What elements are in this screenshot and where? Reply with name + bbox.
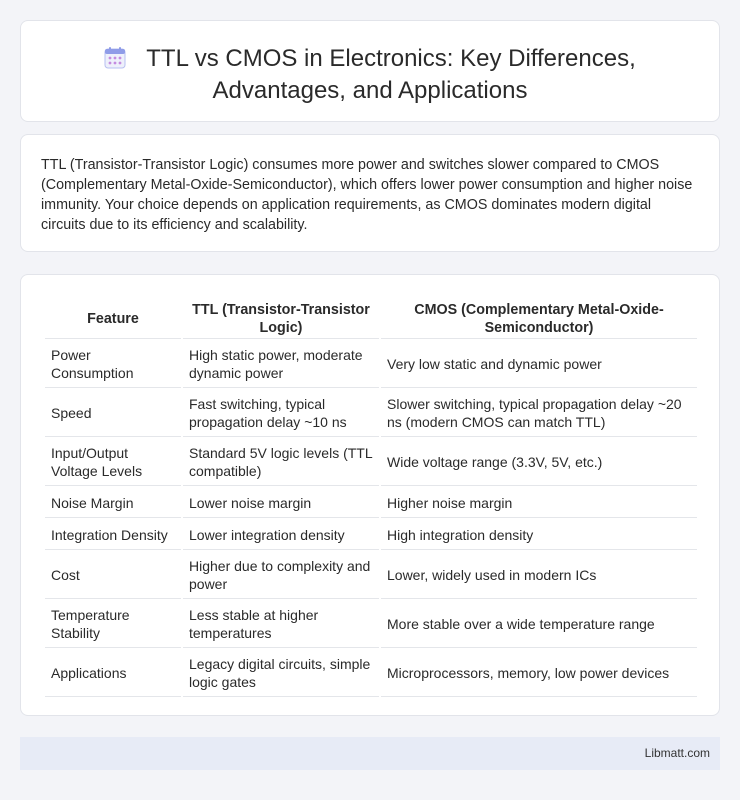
cell-feature: Noise Margin [45,488,181,518]
intro-paragraph: TTL (Transistor-Transistor Logic) consumes more power and switches slower compared to CMOS (Complementary Metal-Oxide-Semiconductor), which offers lower power consumption and higher noise immunity. Your choice depends on application requirements, as CMOS dominates modern digital circuits due to its efficiency and scalability. [41,157,693,233]
cell-ttl: Less stable at higher temperatures [183,601,379,648]
cell-cmos: More stable over a wide temperature range [381,601,697,648]
cell-ttl: Lower noise margin [183,488,379,518]
cell-ttl: Lower integration density [183,520,379,550]
cell-cmos: Higher noise margin [381,488,697,518]
table-row [45,390,697,437]
cell-ttl: Standard 5V logic levels (TTL compatible) [183,439,379,486]
table-row [45,552,697,599]
table-header-row [45,299,697,339]
cell-ttl: Fast switching, typical propagation delay ~10 ns [183,390,379,437]
calendar-grid-icon [104,47,126,69]
cell-ttl: Legacy digital circuits, simple logic gates [183,650,379,697]
title-card [20,20,720,122]
cell-cmos: Wide voltage range (3.3V, 5V, etc.) [381,439,697,486]
table-row [45,601,697,648]
cell-feature: Speed [45,390,181,437]
intro-card [20,134,720,252]
page-title [21,43,719,107]
cell-ttl: Higher due to complexity and power [183,552,379,599]
table-row [45,650,697,697]
title-line-2: Advantages, and Applications [212,77,528,104]
header-ttl: TTL (Transistor-Transistor Logic) [183,299,379,339]
cell-feature: Integration Density [45,520,181,550]
cell-cmos: Microprocessors, memory, low power devices [381,650,697,697]
cell-feature: Input/Output Voltage Levels [45,439,181,486]
comparison-table [43,297,699,699]
cell-cmos: Very low static and dynamic power [381,341,697,388]
title-line-1: TTL vs CMOS in Electronics: Key Differences, [146,45,636,72]
table-row [45,341,697,388]
comparison-card [20,274,720,716]
header-feature: Feature [45,299,181,339]
cell-ttl: High static power, moderate dynamic power [183,341,379,388]
table-row [45,520,697,550]
table-row [45,488,697,518]
cell-cmos: High integration density [381,520,697,550]
table-row [45,439,697,486]
cell-feature: Applications [45,650,181,697]
cell-cmos: Lower, widely used in modern ICs [381,552,697,599]
cell-feature: Cost [45,552,181,599]
footer-bar [20,737,720,770]
cell-feature: Temperature Stability [45,601,181,648]
footer-site-link[interactable]: Libmatt.com [644,746,710,760]
cell-feature: Power Consumption [45,341,181,388]
header-cmos: CMOS (Complementary Metal-Oxide-Semiconductor) [381,299,697,339]
cell-cmos: Slower switching, typical propagation delay ~20 ns (modern CMOS can match TTL) [381,390,697,437]
